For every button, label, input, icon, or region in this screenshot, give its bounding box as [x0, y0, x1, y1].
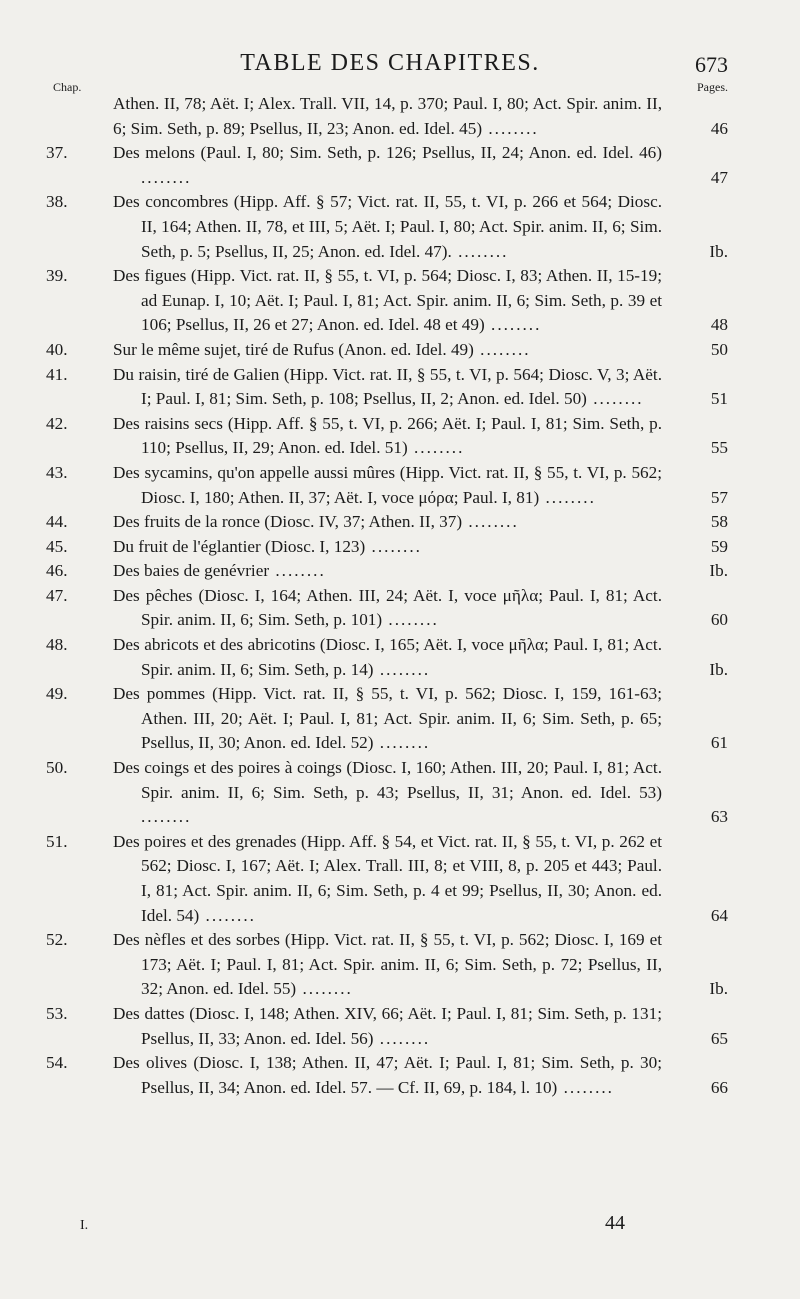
toc-entry	[0, 461, 800, 510]
page-reference: 47	[710, 167, 728, 187]
leader-dots: ........	[199, 905, 256, 925]
leader-dots: ........	[586, 389, 644, 409]
leader-dots: ........	[539, 487, 596, 507]
chapter-text: Des raisins secs (Hipp. Aff. § 55, t. VI, p. 266; Aët. I; Paul. I, 81; Sim. Seth, p. 110; Psellus, II, 29; Anon. ed. Idel. 51)	[113, 413, 662, 458]
toc-entry	[0, 338, 800, 363]
chapter-title	[113, 363, 662, 412]
chapter-number: 38.	[46, 192, 68, 212]
chapter-title	[113, 682, 662, 756]
chapter-number: 41.	[46, 364, 68, 384]
chapter-text: Des figues (Hipp. Vict. rat. II, § 55, t. VI, p. 564; Diosc. I, 83; Athen. II, 15-19; ad Eunap. I, 10; Aët. I; Paul. I, 81; Act. Spir. anim. II, 6; Sim. Seth, p. 39 et 106; Psellus, II, 26 et 27; Anon. ed. Idel. 48 et 49)	[113, 266, 662, 335]
page-reference: 63	[710, 807, 728, 827]
toc-entry	[0, 190, 800, 264]
toc-entry	[0, 363, 800, 412]
page-reference: Ib.	[709, 561, 728, 581]
page-reference: 66	[710, 1077, 728, 1097]
leader-dots: ........	[557, 1077, 614, 1097]
toc-entry	[0, 264, 800, 338]
chapter-text: Des olives (Diosc. I, 138; Athen. II, 47; Aët. I; Paul. I, 81; Sim. Seth, p. 30; Psellus, II, 34; Anon. ed. Idel. 57. — Cf. II, 69, p. 184, l. 10)	[113, 1053, 662, 1097]
chapter-number: 50.	[46, 758, 68, 778]
page-number: 673	[695, 52, 728, 77]
leader-dots: ........	[373, 733, 431, 753]
chapter-title	[113, 559, 662, 584]
leader-dots: ........	[296, 979, 353, 999]
chapter-text: Du fruit de l'églantier (Diosc. I, 123)	[113, 536, 366, 556]
chapter-title	[113, 92, 662, 141]
chapter-text: Des poires et des grenades (Hipp. Aff. § 54, et Vict. rat. II, § 55, t. VI, p. 262 et 562; Diosc. I, 167; Aët. I; Alex. Trall. III, 8; et VIII, 8, p. 205 et 443; Paul. I, 81; Act. Spir. anim. II, 6; Sim. Seth, p. 4 et 99; Psellus, II, 30; Anon. ed. Idel. 54)	[113, 831, 662, 925]
chapter-title	[113, 461, 662, 510]
toc-entry	[0, 1051, 800, 1100]
toc-entry	[0, 559, 800, 584]
toc-entry	[0, 141, 800, 190]
chapter-title	[113, 190, 662, 264]
chapter-text: Des fruits de la ronce (Diosc. IV, 37; Athen. II, 37)	[113, 512, 463, 532]
leader-dots: ........	[473, 339, 531, 359]
toc-entry	[0, 1002, 800, 1051]
chapter-title	[113, 1002, 662, 1051]
page-reference: 58	[710, 512, 728, 532]
leader-dots: ........	[482, 118, 539, 138]
leader-dots: ........	[373, 659, 431, 679]
chapter-text: Des melons (Paul. I, 80; Sim. Seth, p. 126; Psellus, II, 24; Anon. ed. Idel. 46)	[113, 143, 662, 163]
chapter-number: 53.	[46, 1003, 68, 1023]
signature-mark: I.	[80, 1218, 89, 1233]
chapter-column-label: Chap.	[53, 80, 82, 94]
page-reference: 59	[710, 536, 728, 556]
toc-entry	[0, 682, 800, 756]
running-header	[0, 50, 800, 80]
toc-entry	[0, 928, 800, 1002]
chapter-text: Des abricots et des abricotins (Diosc. I, 165; Aët. I, voce μῆλα; Paul. I, 81; Act. Spir. anim. II, 6; Sim. Seth, p. 14)	[113, 635, 662, 679]
chapter-title	[113, 756, 662, 830]
toc-entry	[0, 584, 800, 633]
toc-entry	[0, 510, 800, 535]
chapter-text: Des baies de genévrier	[113, 561, 270, 581]
page-reference: 46	[710, 118, 728, 138]
chapter-text: Des nèfles et des sorbes (Hipp. Vict. rat. II, § 55, t. VI, p. 562; Diosc. I, 169 et 173; Aët. I; Paul. I, 81; Act. Spir. anim. II, 6; Sim. Seth, p. 72; Psellus, II, 32; Anon. ed. Idel. 55)	[113, 930, 662, 999]
chapter-number: 54.	[46, 1053, 68, 1073]
leader-dots: ........	[373, 1028, 431, 1048]
chapter-title	[113, 633, 662, 682]
chapter-title	[113, 412, 662, 461]
chapter-number: 46.	[46, 561, 68, 581]
chapter-number: 45.	[46, 536, 68, 556]
page-reference: Ib.	[709, 979, 728, 999]
page-reference: 61	[710, 733, 728, 753]
toc-entry	[0, 92, 800, 141]
chapter-title	[113, 830, 662, 928]
toc-entry	[0, 535, 800, 560]
leader-dots: ........	[451, 241, 509, 261]
chapter-number: 43.	[46, 462, 68, 482]
chapter-number: 44.	[46, 512, 68, 532]
chapter-number: 52.	[46, 930, 68, 950]
leader-dots: ........	[484, 315, 542, 335]
toc-entry	[0, 412, 800, 461]
page-reference: 55	[710, 438, 728, 458]
chapter-text: Des sycamins, qu'on appelle aussi mûres (Hipp. Vict. rat. II, § 55, t. VI, p. 562; Diosc. I, 180; Athen. II, 37; Aët. I, voce μόρα; Paul. I, 81)	[113, 462, 662, 507]
sheet-number: 44	[605, 1212, 625, 1234]
page-reference: 60	[710, 610, 728, 630]
chapter-title	[113, 141, 662, 190]
chapter-title	[113, 510, 662, 535]
chapter-number: 39.	[46, 266, 68, 286]
page-reference: Ib.	[709, 241, 728, 261]
chapter-number: 42.	[46, 413, 68, 433]
leader-dots: ........	[365, 536, 422, 556]
toc-entries	[0, 92, 800, 1100]
chapter-number: 51.	[46, 831, 68, 851]
leader-dots: ........	[141, 807, 192, 827]
chapter-text: Des coings et des poires à coings (Diosc. I, 160; Athen. III, 20; Paul. I, 81; Act. Spir. anim. II, 6; Sim. Seth, p. 43; Psellus, II, 31; Anon. ed. Idel. 53)	[113, 758, 662, 802]
chapter-title	[113, 338, 662, 363]
page-reference: 48	[710, 315, 728, 335]
pages-column-label: Pages.	[697, 80, 728, 94]
chapter-title	[113, 535, 662, 560]
toc-entry	[0, 830, 800, 928]
toc-entry	[0, 633, 800, 682]
page-reference: 64	[710, 905, 728, 925]
chapter-text: Des pommes (Hipp. Vict. rat. II, § 55, t. VI, p. 562; Diosc. I, 159, 161-63; Athen. III, 20; Aët. I; Paul. I, 81; Act. Spir. anim. II, 6; Sim. Seth, p. 65; Psellus, II, 30; Anon. ed. Idel. 52)	[113, 684, 662, 753]
chapter-text: Des concombres (Hipp. Aff. § 57; Vict. rat. II, 55, t. VI, p. 266 et 564; Diosc. II, 164; Athen. II, 78, et III, 5; Aët. I; Paul. I, 80; Act. Spir. anim. II, 6; Sim. Seth, p. 5; Psellus, II, 25; Anon. ed. Idel. 47).	[113, 192, 662, 261]
chapter-text: Du raisin, tiré de Galien (Hipp. Vict. rat. II, § 55, t. VI, p. 564; Diosc. V, 3; Aët. I; Paul. I, 81; Sim. Seth, p. 108; Psellus, II, 2; Anon. ed. Idel. 50)	[113, 364, 662, 409]
chapter-title	[113, 928, 662, 1002]
page-reference: 65	[710, 1028, 728, 1048]
page-reference: Ib.	[709, 659, 728, 679]
leader-dots: ........	[141, 167, 192, 187]
leader-dots: ........	[382, 610, 439, 630]
page-reference: 51	[710, 389, 728, 409]
chapter-number: 40.	[46, 339, 68, 359]
leader-dots: ........	[407, 438, 465, 458]
chapter-number: 49.	[46, 684, 68, 704]
chapter-title	[113, 1051, 662, 1100]
chapter-text: Des pêches (Diosc. I, 164; Athen. III, 24; Aët. I, voce μῆλα; Paul. I, 81; Act. Spir. anim. II, 6; Sim. Seth, p. 101)	[113, 585, 662, 630]
leader-dots: ........	[269, 561, 326, 581]
chapter-number: 47.	[46, 585, 68, 605]
chapter-number: 37.	[46, 143, 68, 163]
chapter-number: 48.	[46, 635, 68, 655]
page-reference: 50	[710, 339, 728, 359]
toc-entry	[0, 756, 800, 830]
chapter-title	[113, 584, 662, 633]
page-reference: 57	[710, 487, 728, 507]
page-footer	[0, 1212, 800, 1242]
chapter-text: Athen. II, 78; Aët. I; Alex. Trall. VII, 14, p. 370; Paul. I, 80; Act. Spir. anim. II, 6; Sim. Seth, p. 89; Psellus, II, 23; Anon. ed. Idel. 45)	[113, 94, 662, 138]
chapter-text: Des dattes (Diosc. I, 148; Athen. XIV, 66; Aët. I; Paul. I, 81; Sim. Seth, p. 131; Psellus, II, 33; Anon. ed. Idel. 56)	[113, 1003, 662, 1048]
page-title: TABLE DES CHAPITRES.	[240, 50, 540, 76]
chapter-text: Sur le même sujet, tiré de Rufus (Anon. ed. Idel. 49)	[113, 339, 474, 359]
chapter-title	[113, 264, 662, 338]
leader-dots: ........	[462, 512, 519, 532]
